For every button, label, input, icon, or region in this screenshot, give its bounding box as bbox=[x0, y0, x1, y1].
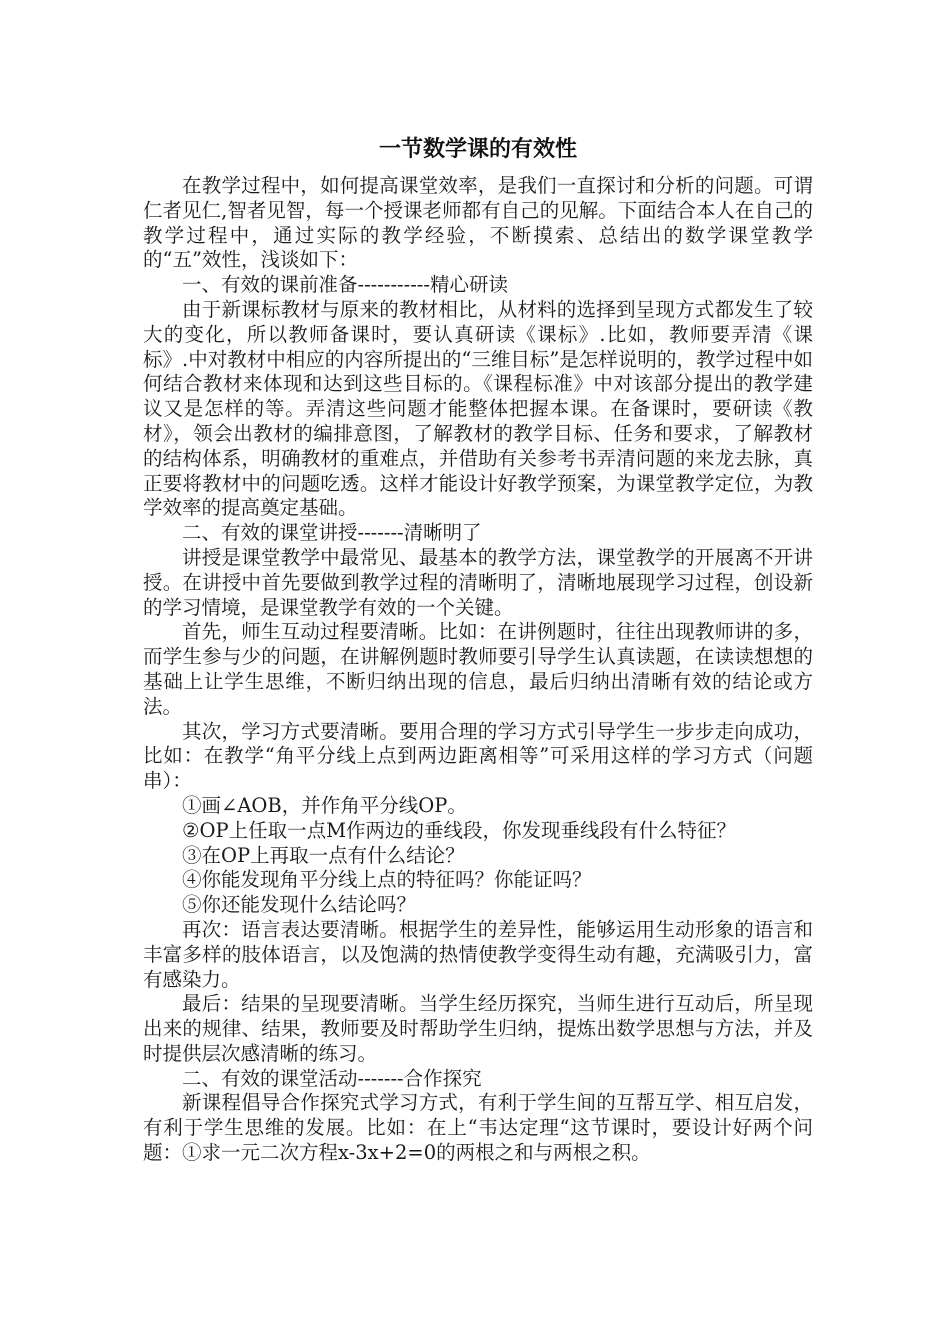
paragraph-intro: 在教学过程中，如何提高课堂效率，是我们一直探讨和分析的问题。可谓仁者见仁,智者见智，每一个授课老师都有自己的见解。下面结合本人在自己的教学过程中，通过实际的教学经验，不断摸索、总结出的数学课堂教学的“五”效性，浅谈如下： bbox=[143, 174, 813, 272]
document-body bbox=[143, 174, 813, 1166]
question-item-5: ⑤你还能发现什么结论吗？ bbox=[182, 893, 417, 917]
question-item-3: ③在OP上再取一点有什么结论？ bbox=[182, 843, 465, 867]
section-heading-lecture: 二、有效的课堂讲授-------清晰明了 bbox=[182, 521, 482, 545]
document-title: 一节数学课的有效性 bbox=[378, 137, 577, 162]
paragraph-activity: 新课程倡导合作探究式学习方式，有利于学生间的互帮互学、相互启发，有利于学生思维的发展。比如：在上“韦达定理“这节课时，要设计好两个问题：①求一元二次方程x-3x+2=0的两根之和与两根之积。 bbox=[143, 1091, 813, 1165]
section-heading-activity: 二、有效的课堂活动-------合作探究 bbox=[182, 1066, 482, 1090]
paragraph-preparation: 由于新课标教材与原来的教材相比，从材料的选择到呈现方式都发生了较大的变化，所以教师备课时，要认真研读《课标》.比如，教师要弄清《课标》.中对教材中相应的内容所提出的“三维目标”是怎样说明的，教学过程中如何结合教材来体现和达到这些目标的。《课程标准》中对该部分提出的教学建议又是怎样的等。弄清这些问题才能整体把握本课。在备课时，要研读《教材》，领会出教材的编排意图，了解教材的教学目标、任务和要求，了解教材的结构体系，明确教材的重难点，并借助有关参考书弄清问题的来龙去脉，真正要将教材中的问题吃透。这样才能设计好教学预案，为课堂教学定位，为教学效率的提高奠定基础。 bbox=[143, 297, 813, 520]
paragraph-learning-method: 其次，学习方式要清晰。要用合理的学习方式引导学生一步步走向成功，比如：在教学“角平分线上点到两边距离相等”可采用这样的学习方式（问题串）： bbox=[143, 719, 813, 793]
question-item-4: ④你能发现角平分线上点的特征吗？你能证吗？ bbox=[182, 868, 592, 892]
paragraph-interaction: 首先，师生互动过程要清晰。比如：在讲例题时，往往出现教师讲的多，而学生参与少的问题，在讲解例题时教师要引导学生认真读题，在读读想想的基础上让学生思维，不断归纳出现的信息，最后归纳出清晰有效的结论或方法。 bbox=[143, 620, 813, 718]
paragraph-results: 最后：结果的呈现要清晰。当学生经历探究，当师生进行互动后，所呈现出来的规律、结果，教师要及时帮助学生归纳，提炼出数学思想与方法，并及时提供层次感清晰的练习。 bbox=[143, 992, 813, 1065]
paragraph-language: 再次：语言表达要清晰。根据学生的差异性，能够运用生动形象的语言和丰富多样的肢体语言，以及饱满的热情使教学变得生动有趣，充满吸引力，富有感染力。 bbox=[143, 917, 813, 991]
paragraph-lecture: 讲授是课堂教学中最常见、最基本的教学方法，课堂教学的开展离不开讲授。在讲授中首先要做到教学过程的清晰明了，清晰地展现学习过程，创设新的学习情境，是课堂教学有效的一个关键。 bbox=[143, 545, 813, 619]
question-item-1: ①画∠AOB，并作角平分线OP。 bbox=[182, 793, 467, 817]
section-heading-preparation: 一、有效的课前准备-----------精心研读 bbox=[182, 273, 508, 297]
question-item-2: ②OP上任取一点M作两边的垂线段，你发现垂线段有什么特征？ bbox=[182, 818, 737, 842]
document-page bbox=[143, 0, 813, 1344]
